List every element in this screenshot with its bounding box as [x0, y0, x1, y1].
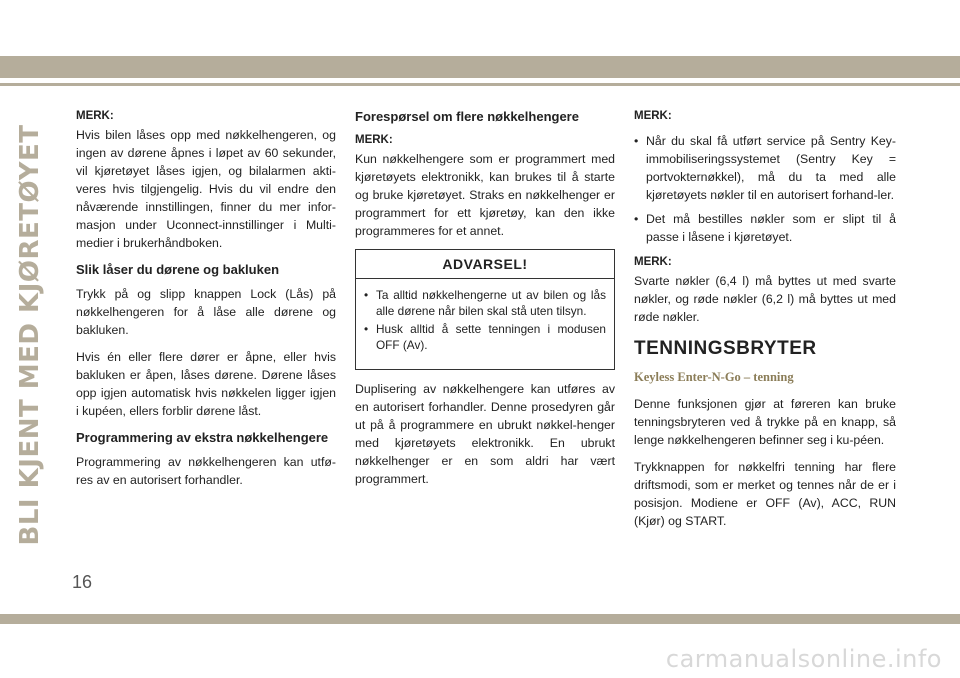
paragraph: Hvis én eller flere dører er åpne, eller hvis bakluken er åpen, låses dørene. Dørene låses opp igjen automatisk hvis nøkkelen ligger igjen i kupéen, ellers forblir dørene låst. — [76, 350, 336, 418]
paragraph: Svarte nøkler (6,4 l) må byttes ut med svarte nøkler, og røde nøkler (6,2 l) må byttes ut med røde nøkler. — [634, 274, 896, 324]
note-item: • Når du skal få utført service på Sentry Key-immobiliseringssystemet (Sentry Key = portvokternøkkel), må du ta med alle kjøretøyets nøkler til en autorisert forhand-ler. — [634, 132, 896, 204]
note-list — [634, 132, 896, 246]
sub-heading: Keyless Enter-N-Go – tenning — [634, 370, 794, 384]
note-label: MERK: — [355, 134, 393, 146]
note-item: • Det må bestilles nøkler som er slipt til å passe i låsene i kjøretøyet. — [634, 210, 896, 246]
note-label: MERK: — [76, 110, 114, 122]
side-tab-label: BLI KJENT MED KJØRETØYET — [15, 124, 45, 546]
footer-stripe — [0, 614, 960, 624]
header-stripe — [0, 56, 960, 78]
paragraph: Kun nøkkelhengere som er programmert med kjøretøyets elektronikk, kan brukes til å starte og bruke kjøretøyet. Straks en nøkkelhenger er programmert for ett kjøretøy, kan den ikke programmeres for et annet. — [355, 152, 615, 238]
paragraph: Denne funksjonen gjør at føreren kan bruke tenningsbryteren ved å trykke på en knapp, så lenge nøkkelhengeren befinner seg i ku-péen. — [634, 397, 896, 447]
top-margin — [0, 0, 960, 56]
warning-item: • Husk alltid å sette tenningen i modusen OFF (Av). — [364, 321, 606, 353]
chapter-heading: TENNINGSBRYTER — [634, 338, 817, 359]
section-heading: Programmering av ekstra nøkkelhengere — [76, 430, 329, 445]
column-1 — [76, 108, 336, 498]
paragraph: Trykk på og slipp knappen Lock (Lås) på nøkkelhengeren for å låse alle dørene og bakluken. — [76, 287, 336, 337]
warning-title: ADVARSEL! — [356, 250, 614, 279]
note-label: MERK: — [634, 110, 672, 122]
warning-box — [355, 249, 615, 370]
page-number: 16 — [72, 572, 93, 592]
column-3 — [634, 108, 896, 539]
header-rule — [0, 83, 960, 86]
column-2 — [355, 108, 615, 497]
paragraph: Hvis bilen låses opp med nøkkelhengeren, og ingen av dørene åpnes i løpet av 60 sekunder, vil kjøretøyet låses igjen, og bilalarmen akti-veres hvis tilgjengelig. Hvis du vil endre den nåværende innstillingen, finner du mer infor-masjon under Uconnect-innstillinger i Multi-medier i brukerhåndboken. — [76, 128, 336, 250]
warning-item: • Ta alltid nøkkelhengerne ut av bilen og lås alle dørene når bilen skal stå uten tilsyn. — [364, 287, 606, 319]
warning-list — [364, 287, 606, 353]
paragraph: Programmering av nøkkelhengeren kan utfø-res av en autorisert forhandler. — [76, 455, 336, 487]
paragraph: Trykknappen for nøkkelfri tenning har flere driftsmodi, som er merket og tennes når de er i posisjon. Modiene er OFF (Av), ACC, RUN (Kjør) og START. — [634, 460, 896, 528]
side-tab — [10, 110, 50, 560]
watermark: carmanualsonline.info — [665, 645, 942, 673]
section-heading: Forespørsel om flere nøkkelhengere — [355, 109, 579, 124]
note-label: MERK: — [634, 256, 672, 268]
section-heading: Slik låser du dørene og bakluken — [76, 262, 280, 277]
paragraph: Duplisering av nøkkelhengere kan utføres av en autorisert forhandler. Denne prosedyren går ut på å programmere en ubrukt nøkkel-henger med kjøretøyets elektronikk. En ubrukt nøkkelhenger er en som aldri har vært programmert. — [355, 382, 615, 486]
